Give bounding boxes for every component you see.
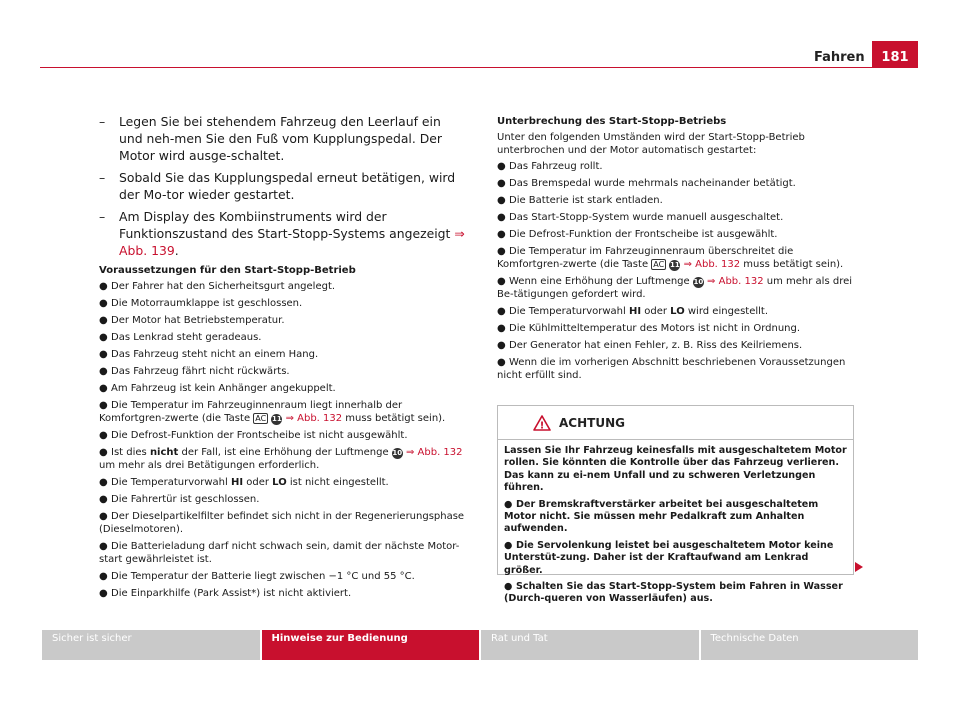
ac-key-icon: AC: [255, 414, 267, 423]
emphasis: HI: [230, 477, 244, 488]
list-item: [497, 245, 855, 271]
list-item: [99, 382, 466, 395]
list-item: [497, 177, 855, 190]
list-item-text: Die Temperaturvorwahl: [509, 306, 629, 317]
page-title: Fahren: [814, 50, 865, 65]
dash-marker: –: [99, 209, 106, 224]
list-item-text: Das Fahrzeug fährt nicht rückwärts.: [111, 366, 290, 377]
list-item-text: Der Generator hat einen Fehler, z. B. Riss des Keilriemens.: [509, 340, 803, 351]
list-item: [497, 228, 855, 241]
warning-header: [498, 406, 853, 440]
warning-item-text: Schalten Sie das Start-Stopp-System beim Fahren in Wasser (Durch-queren von Wasserläufen) aus.: [504, 581, 843, 605]
list-item-text: Ist dies: [111, 447, 150, 458]
list-item: [99, 429, 466, 442]
list-item: [99, 280, 466, 293]
list-item-text: Die Motorraumklappe ist geschlossen.: [111, 298, 303, 309]
emphasis: LO: [670, 306, 685, 317]
list-item: [99, 348, 466, 361]
step-item: [99, 169, 466, 203]
callout-number-icon: 10: [693, 278, 704, 286]
bullet: ●: [99, 571, 108, 582]
bullet: ●: [99, 511, 108, 522]
footer-nav: [42, 630, 918, 660]
figure-link[interactable]: ⇒ Abb. 139: [119, 226, 465, 258]
warning-item: [504, 499, 847, 536]
list-item: [99, 399, 466, 425]
list-item: [99, 314, 466, 327]
list-item-text: Das Fahrzeug steht nicht an einem Hang.: [111, 349, 319, 360]
bullet: ●: [497, 195, 506, 206]
intro-paragraph: Unter den folgenden Umständen wird der Start-Stopp-Betrieb unterbrochen und der Motor automatisch gestartet:: [497, 132, 805, 156]
bullet: ●: [497, 161, 506, 172]
list-item: [99, 570, 466, 583]
list-item: [99, 510, 466, 536]
callout-number-icon: 11: [670, 261, 680, 269]
tab-sicher-ist-sicher[interactable]: Sicher ist sicher: [42, 630, 260, 660]
warning-lead: Lassen Sie Ihr Fahrzeug keinesfalls mit ausgeschaltetem Motor rollen. Sie könnten die Kontrolle über das Fahrzeug verlieren. Das kann zu ei-nem Unfall und zu schweren Verletzungen führen.: [504, 445, 847, 494]
step-text: Sobald Sie das Kupplungspedal erneut betätigen, wird der Mo-tor wieder gestartet.: [119, 170, 456, 202]
list-item-text: oder: [641, 306, 671, 317]
tab-technische-daten[interactable]: Technische Daten: [701, 630, 919, 660]
bullet: ●: [99, 588, 108, 599]
bullet: ●: [497, 306, 506, 317]
list-item-text: um mehr als drei Betätigungen erforderlich.: [99, 460, 320, 471]
list-item: [497, 194, 855, 207]
step-item: [99, 113, 466, 164]
bullet: ●: [99, 315, 108, 326]
bullet: ●: [99, 298, 108, 309]
list-item: [99, 587, 466, 600]
list-item-text: Am Fahrzeug ist kein Anhänger angekuppelt.: [111, 383, 336, 394]
callout-number-icon: 11: [272, 415, 282, 423]
list-item-text: Die Batterie ist stark entladen.: [509, 195, 663, 206]
list-item: [99, 446, 466, 472]
step-text: Legen Sie bei stehendem Fahrzeug den Leerlauf ein und neh-men Sie den Fuß vom Kupplungspedal. Der Motor wird ausge-schaltet.: [119, 114, 442, 163]
list-item-text: wird eingestellt.: [684, 306, 769, 317]
figure-link[interactable]: ⇒ Abb. 132: [683, 259, 741, 270]
tab-hinweise-zur-bedienung[interactable]: Hinweise zur Bedienung: [262, 630, 480, 660]
bullet: ●: [99, 349, 108, 360]
list-item-text: Die Einparkhilfe (Park Assist*) ist nicht aktiviert.: [111, 588, 352, 599]
dash-marker: –: [99, 114, 106, 129]
bullet: ●: [99, 541, 108, 552]
bullet: ●: [497, 178, 506, 189]
warning-item-text: Die Servolenkung leistet bei ausgeschaltetem Motor keine Unterstüt-zung. Daher ist der Kraftaufwand am Lenkrad größer.: [504, 539, 834, 576]
bullet: ●: [99, 366, 108, 377]
list-item-text: Das Start-Stopp-System wurde manuell ausgeschaltet.: [509, 212, 784, 223]
list-item-text: Wenn eine Erhöhung der Luftmenge: [509, 276, 693, 287]
list-item-text: Der Dieselpartikelfilter befindet sich nicht in der Regenerierungsphase (Dieselmotoren).: [99, 511, 465, 535]
emphasis: HI: [628, 306, 642, 317]
page-number: 181: [872, 41, 918, 68]
callout-number-icon: 10: [392, 449, 403, 457]
list-item: [497, 339, 855, 352]
list-item: [99, 540, 466, 566]
list-item-text: Die Temperatur im Fahrzeuginnenraum überschreitet die Komfortgren-zwerte (die Taste: [497, 246, 794, 270]
warning-box: [497, 405, 854, 605]
bullet: ●: [99, 383, 108, 394]
list-item-text: Die Temperaturvorwahl: [111, 477, 231, 488]
bullet: ●: [497, 323, 506, 334]
list-item: [99, 493, 466, 506]
list-item-text: Das Lenkrad steht geradeaus.: [111, 332, 262, 343]
list-item: [497, 305, 855, 318]
bullet: ●: [99, 447, 108, 458]
bullet: ●: [99, 430, 108, 441]
list-item: [99, 365, 466, 378]
emphasis: LO: [272, 477, 287, 488]
list-item-text: Die Temperatur im Fahrzeuginnenraum liegt innerhalb der Komfortgren-zwerte (die Taste: [99, 400, 403, 424]
tab-rat-und-tat[interactable]: Rat und Tat: [481, 630, 699, 660]
bullet: ●: [497, 212, 506, 223]
header-rule: [40, 67, 872, 68]
step-text: Am Display des Kombiinstruments wird der Funktionszustand des Start-Stopp-Systems angezeigt: [119, 209, 455, 241]
warning-mark: !: [539, 420, 545, 431]
warning-body: [498, 440, 853, 615]
bullet: ●: [497, 276, 506, 287]
bullet: ●: [99, 281, 108, 292]
left-column: [99, 113, 466, 604]
step-item: [99, 208, 466, 259]
warning-item: [504, 540, 847, 577]
bullet: ●: [504, 498, 513, 510]
list-item: [99, 297, 466, 310]
warning-item: [504, 581, 847, 606]
ac-key-icon: AC: [653, 260, 665, 269]
bullet: ●: [504, 581, 513, 593]
list-item-text: oder: [243, 477, 273, 488]
bullet: ●: [497, 340, 506, 351]
list-item: [497, 160, 855, 173]
list-item: [497, 322, 855, 335]
list-item: [99, 331, 466, 344]
continue-arrow-icon: [855, 562, 863, 572]
list-item-text: Die Fahrertür ist geschlossen.: [111, 494, 260, 505]
list-item-text: Wenn die im vorherigen Abschnitt beschriebenen Voraussetzungen nicht erfüllt sind.: [497, 357, 846, 381]
figure-link[interactable]: ⇒ Abb. 132: [285, 413, 343, 424]
warning-triangle-icon: [533, 415, 551, 431]
step-tail: .: [174, 243, 179, 258]
bullet: ●: [99, 494, 108, 505]
bullet: ●: [99, 477, 108, 488]
header-rule-right: [872, 67, 918, 68]
bullet: ●: [99, 332, 108, 343]
list-item-text: Die Temperatur der Batterie liegt zwischen −1 °C und 55 °C.: [111, 571, 415, 582]
right-column: [497, 113, 855, 386]
section-heading: Voraussetzungen für den Start-Stopp-Betrieb: [99, 265, 356, 276]
list-item-text: Der Fahrer hat den Sicherheitsgurt angelegt.: [111, 281, 336, 292]
emphasis: nicht: [149, 447, 179, 458]
bullet: ●: [497, 246, 506, 257]
list-item-text: ist nicht eingestellt.: [286, 477, 389, 488]
bullet: ●: [504, 539, 513, 551]
warning-item-text: Der Bremskraftverstärker arbeitet bei ausgeschaltetem Motor nicht. Sie müssen mehr Pedalkraft zum Anhalten aufwenden.: [504, 498, 819, 535]
list-item: [497, 275, 855, 301]
warning-title: ACHTUNG: [559, 416, 625, 430]
figure-link[interactable]: ⇒ Abb. 132: [405, 447, 463, 458]
list-item-text: muss betätigt sein).: [342, 413, 446, 424]
list-item: [497, 356, 855, 382]
list-item-text: muss betätigt sein).: [740, 259, 844, 270]
list-item-text: Der Motor hat Betriebstemperatur.: [111, 315, 285, 326]
list-item-text: der Fall, ist eine Erhöhung der Luftmenge: [178, 447, 392, 458]
figure-link[interactable]: ⇒ Abb. 132: [707, 276, 764, 287]
list-item-text: Die Defrost-Funktion der Frontscheibe ist ausgewählt.: [509, 229, 778, 240]
list-item-text: Die Kühlmitteltemperatur des Motors ist nicht in Ordnung.: [509, 323, 801, 334]
bullet: ●: [497, 357, 506, 368]
bullet: ●: [497, 229, 506, 240]
list-item: [99, 476, 466, 489]
list-item: [497, 211, 855, 224]
list-item-text: um mehr als drei Be-tätigungen gefordert wird.: [497, 276, 853, 300]
list-item-text: Die Defrost-Funktion der Frontscheibe ist nicht ausgewählt.: [111, 430, 408, 441]
bullet: ●: [99, 400, 108, 411]
list-item-text: Die Batterieladung darf nicht schwach sein, damit der nächste Motor-start gewährleistet ist.: [99, 541, 460, 565]
dash-marker: –: [99, 170, 106, 185]
list-item-text: Das Bremspedal wurde mehrmals nacheinander betätigt.: [509, 178, 796, 189]
list-item-text: Das Fahrzeug rollt.: [509, 161, 603, 172]
section-heading: Unterbrechung des Start-Stopp-Betriebs: [497, 116, 727, 127]
